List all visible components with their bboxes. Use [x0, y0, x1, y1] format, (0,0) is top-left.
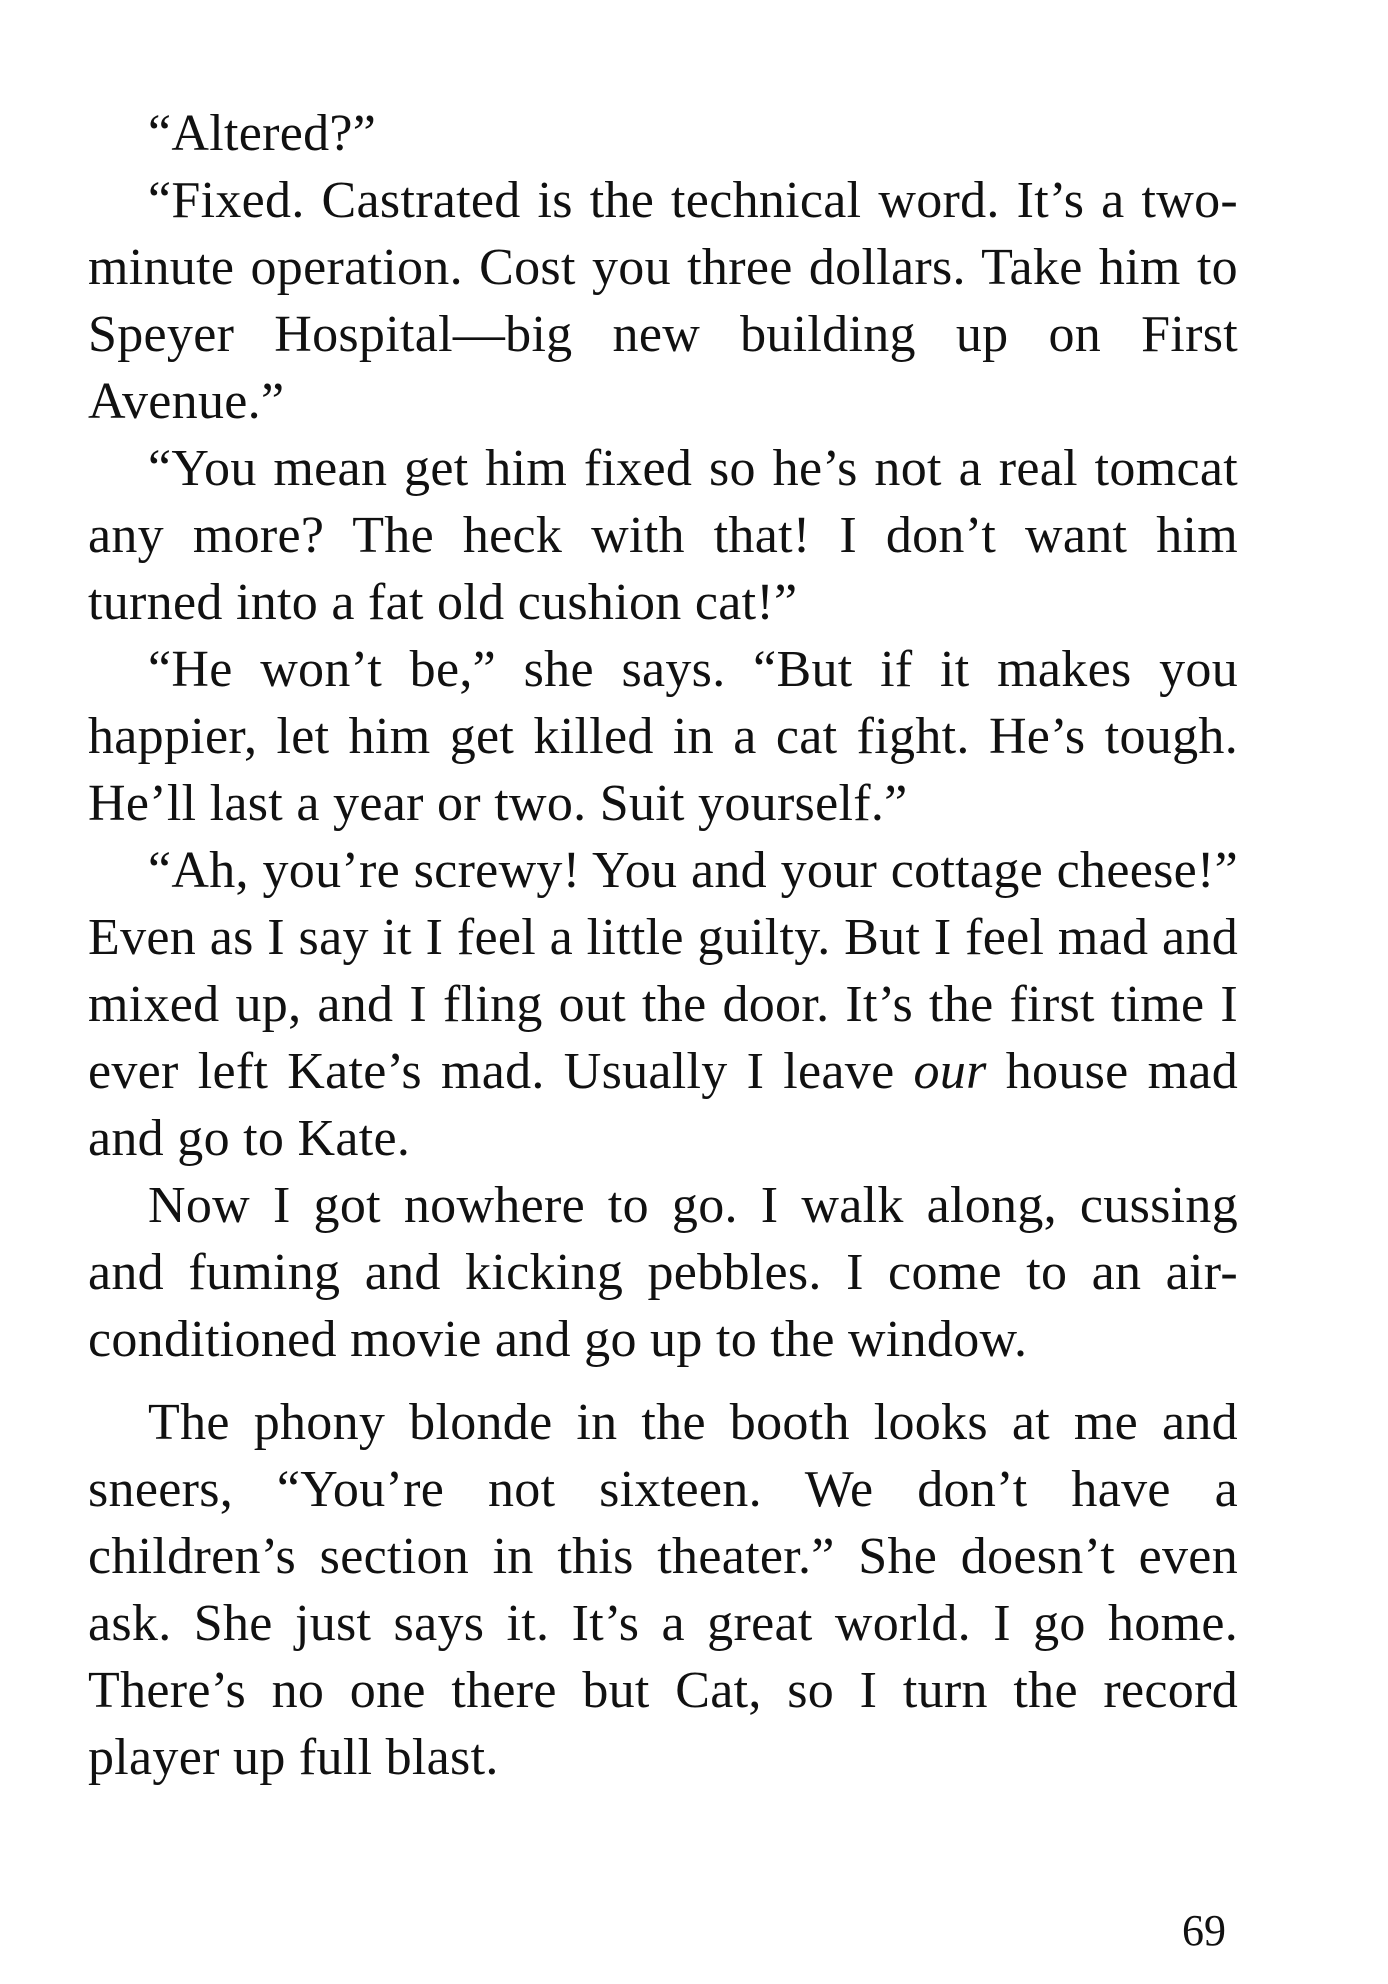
page-number: 69: [1182, 1906, 1226, 1955]
emphasis-our: our: [913, 1043, 987, 1100]
paragraph-tomcat: “You mean get him fixed so he’s not a real tomcat any more? The heck with that! I don’t want him turned into a fat old cushion cat!”: [88, 440, 1238, 631]
paragraph-screwy-end: house mad and go to Kate.: [88, 1043, 1239, 1167]
paragraph-altered: “Altered?”: [148, 105, 377, 162]
paragraph-screwy: [88, 837, 1238, 1172]
paragraph-nowhere: Now I got nowhere to go. I walk along, cussing and fuming and kicking pebbles. I come to an air-conditioned movie and go up to the window.: [88, 1177, 1238, 1368]
paragraph-fixed: “Fixed. Castrated is the technical word. It’s a two-minute operation. Cost you three dollars. Take him to Speyer Hospital—big new building up on First Avenue.”: [88, 172, 1238, 430]
paragraph-screwy-start: “Ah, you’re screwy! You and your cottage cheese!” Even as I say it I feel a little guilty. But I feel mad and mixed up, and I fling out the door. It’s the first time I ever left Kate’s mad. Usually I leave: [88, 842, 1238, 1100]
paragraph-cat-fight: “He won’t be,” she says. “But if it makes you happier, let him get killed in a cat fight. He’s tough. He’ll last a year or two. Suit yourself.”: [88, 641, 1238, 832]
paragraph-blonde: The phony blonde in the booth looks at me and sneers, “You’re not sixteen. We don’t have a children’s section in this theater.” She doesn’t even ask. She just says it. It’s a great world. I go home. There’s no one there but Cat, so I turn the record player up full blast.: [88, 1394, 1238, 1786]
body-text: [88, 100, 1238, 1791]
